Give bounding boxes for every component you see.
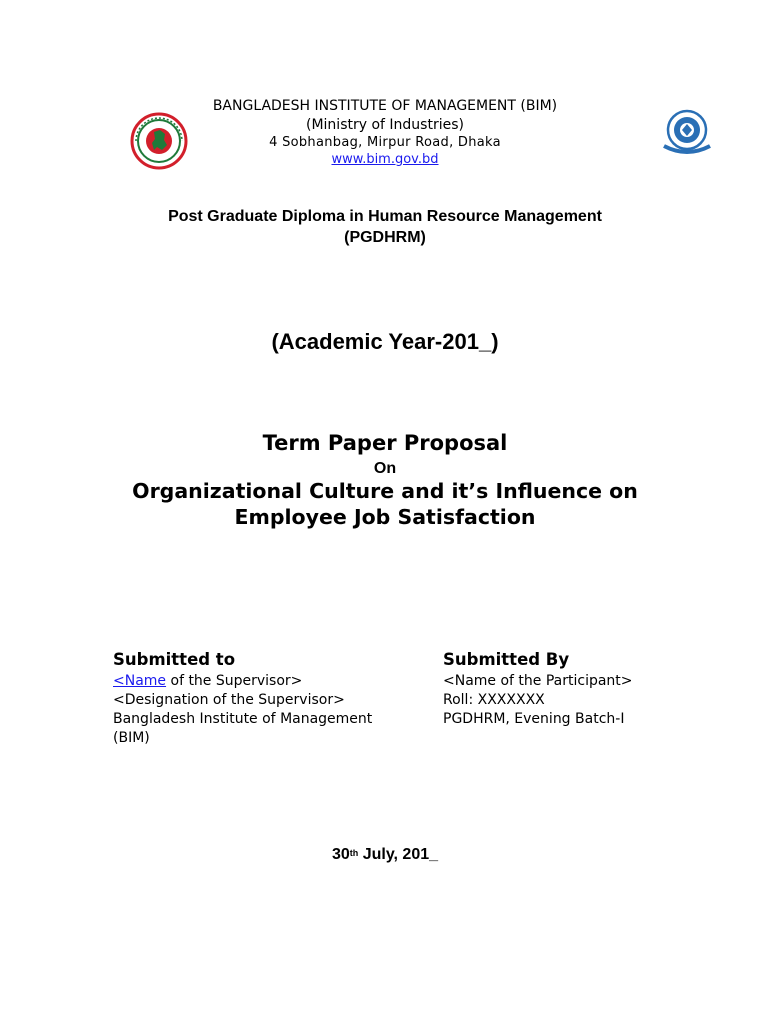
submitted-to-block [113, 650, 413, 748]
supervisor-institute-line-1: Bangladesh Institute of Management [113, 711, 373, 727]
institute-name: BANGLADESH INSTITUTE OF MANAGEMENT (BIM) [212, 98, 558, 114]
participant-roll: Roll: XXXXXXX [443, 692, 545, 708]
ministry-name: (Ministry of Industries) [306, 117, 464, 133]
institute-address: 4 Sobhanbag, Mirpur Road, Dhaka [269, 135, 501, 150]
participant-name: <Name of the Participant> [443, 673, 633, 689]
website-link[interactable]: www.bim.gov.bd [331, 152, 439, 167]
proposal-on: On [373, 460, 397, 477]
proposal-topic-line-1: Organizational Culture and it’s Influence on [132, 479, 638, 503]
supervisor-name-rest: of the Supervisor> [166, 673, 303, 689]
program-abbreviation: (PGDHRM) [344, 229, 426, 246]
participant-batch: PGDHRM, Evening Batch-I [443, 711, 625, 727]
academic-year: (Academic Year-201_) [271, 329, 499, 354]
proposal-topic-line-2: Employee Job Satisfaction [234, 505, 536, 529]
supervisor-institute-line-2: (BIM) [113, 730, 150, 746]
proposal-title: Term Paper Proposal [262, 431, 508, 455]
supervisor-name-line [113, 672, 413, 691]
supervisor-name-link[interactable]: <Name [113, 673, 167, 689]
program-name: Post Graduate Diploma in Human Resource Management [168, 208, 602, 225]
submitted-by-heading: Submitted By [443, 650, 570, 669]
date-day-suffix: th [349, 848, 359, 858]
date-month-year: July, 201_ [358, 846, 439, 863]
website-link-row [0, 151, 770, 168]
submission-date [0, 845, 770, 865]
submitted-to-heading: Submitted to [113, 650, 236, 669]
supervisor-designation: <Designation of the Supervisor> [113, 692, 345, 708]
submitted-by-block [443, 650, 703, 729]
date-day: 30 [331, 846, 350, 863]
